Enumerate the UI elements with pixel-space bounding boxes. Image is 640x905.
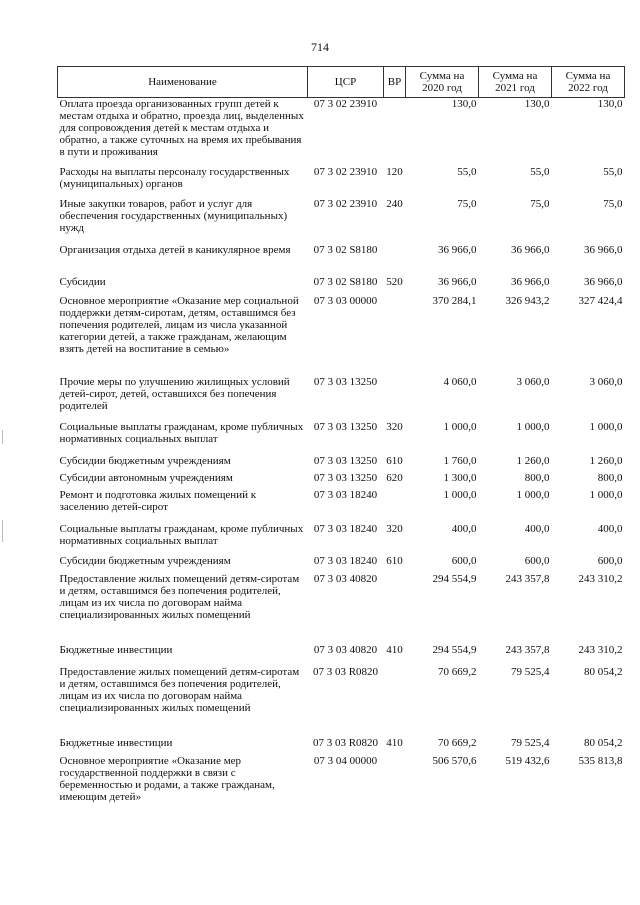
row-sum-2022: 400,0 xyxy=(597,522,623,535)
row-vr: 610 xyxy=(386,454,403,467)
row-sum-2022: 80 054,2 xyxy=(584,736,623,749)
table-row xyxy=(58,376,625,421)
row-sum-2021: 400,0 xyxy=(524,522,550,535)
row-name: Субсидии бюджетным учреждениям xyxy=(59,554,231,567)
row-sum-2022: 1 260,0 xyxy=(589,454,623,467)
row-sum-2021: 3 060,0 xyxy=(516,375,550,388)
row-csr: 07 3 02 23910 xyxy=(313,165,378,178)
row-sum-2022: 75,0 xyxy=(603,197,623,210)
row-sum-2022: 243 310,2 xyxy=(578,643,623,656)
row-sum-2022: 243 310,2 xyxy=(578,572,623,585)
row-sum-2021: 800,0 xyxy=(524,471,550,484)
row-csr: 07 3 02 S8180 xyxy=(313,243,378,256)
table-row xyxy=(58,166,625,198)
row-name: Субсидии xyxy=(59,275,106,288)
row-sum-2021: 326 943,2 xyxy=(505,294,550,307)
row-csr: 07 3 03 00000 xyxy=(313,294,378,307)
table-row xyxy=(58,455,625,472)
row-sum-2020: 75,0 xyxy=(457,197,477,210)
table-row xyxy=(58,523,625,555)
row-sum-2022: 1 000,0 xyxy=(589,488,623,501)
row-csr: 07 3 03 R0820 xyxy=(312,736,379,749)
column-header-name: Наименование xyxy=(58,67,308,98)
row-vr: 610 xyxy=(386,554,403,567)
table-row xyxy=(58,555,625,573)
row-sum-2020: 70 669,2 xyxy=(438,736,477,749)
row-name: Субсидии автономным учреждениям xyxy=(59,471,233,484)
row-vr: 120 xyxy=(386,165,403,178)
row-vr xyxy=(384,573,406,644)
row-sum-2022: 55,0 xyxy=(603,165,623,178)
row-vr xyxy=(384,489,406,523)
row-csr: 07 3 03 13250 xyxy=(313,471,378,484)
row-sum-2020: 600,0 xyxy=(451,554,477,567)
table-row xyxy=(58,421,625,455)
row-sum-2021: 1 000,0 xyxy=(516,488,550,501)
row-sum-2021: 36 966,0 xyxy=(511,275,550,288)
row-name: Предоставление жилых помещений детям-сиротам и детям, оставшимся без попечения родителей, лицам из их числа по договорам найма специализированных жилых помещений xyxy=(59,572,300,621)
table-row xyxy=(58,98,625,166)
table-row xyxy=(58,666,625,737)
table-row xyxy=(58,737,625,755)
row-vr xyxy=(384,755,406,815)
row-vr xyxy=(384,666,406,737)
row-sum-2020: 55,0 xyxy=(457,165,477,178)
row-name: Оплата проезда организованных групп детей к местам отдыха и обратно, проезда лиц, выделенных для сопровождения детей к местам отдыха и обратно, а также суточных на время их пребывания в пути и проживания xyxy=(59,98,304,158)
row-csr: 07 3 02 23910 xyxy=(313,98,378,110)
row-sum-2022: 800,0 xyxy=(597,471,623,484)
table-row xyxy=(58,489,625,523)
row-sum-2021: 1 260,0 xyxy=(516,454,550,467)
budget-table xyxy=(57,66,625,815)
row-name: Расходы на выплаты персоналу государственных (муниципальных) органов xyxy=(59,165,290,190)
page-number: 714 xyxy=(311,40,329,54)
row-csr: 07 3 03 40820 xyxy=(313,572,378,585)
row-sum-2020: 400,0 xyxy=(451,522,477,535)
row-sum-2020: 1 000,0 xyxy=(443,488,477,501)
row-sum-2022: 3 060,0 xyxy=(589,375,623,388)
margin-mark xyxy=(2,430,3,444)
column-header-sum-2022: Сумма на 2022 год xyxy=(552,67,625,98)
row-sum-2020: 36 966,0 xyxy=(438,275,477,288)
row-name: Организация отдыха детей в каникулярное время xyxy=(59,243,291,256)
row-vr: 620 xyxy=(386,471,403,484)
row-vr: 320 xyxy=(386,522,403,535)
row-sum-2022: 600,0 xyxy=(597,554,623,567)
row-vr: 410 xyxy=(386,643,403,656)
margin-mark xyxy=(2,520,3,542)
column-header-sum-2021: Сумма на 2021 год xyxy=(479,67,552,98)
row-sum-2022: 36 966,0 xyxy=(584,275,623,288)
row-sum-2020: 70 669,2 xyxy=(438,665,477,678)
row-sum-2021: 79 525,4 xyxy=(511,665,550,678)
table-header-row xyxy=(58,67,625,98)
row-name: Основное мероприятие «Оказание мер государственной поддержки в связи с беременностью и родами, а также гражданам, имеющим детей» xyxy=(59,754,275,803)
row-csr: 07 3 03 18240 xyxy=(313,488,378,501)
row-csr: 07 3 03 40820 xyxy=(313,643,378,656)
row-vr: 320 xyxy=(386,420,403,433)
row-sum-2021: 243 357,8 xyxy=(505,643,550,656)
table-row xyxy=(58,472,625,489)
row-csr: 07 3 03 18240 xyxy=(313,554,378,567)
row-csr: 07 3 02 23910 xyxy=(313,197,378,210)
table-row xyxy=(58,295,625,376)
table-row xyxy=(58,573,625,644)
row-csr: 07 3 03 13250 xyxy=(313,454,378,467)
row-name: Социальные выплаты гражданам, кроме публичных нормативных социальных выплат xyxy=(59,522,304,547)
row-sum-2020: 294 554,9 xyxy=(432,643,477,656)
row-sum-2022: 1 000,0 xyxy=(589,420,623,433)
row-csr: 07 3 03 18240 xyxy=(313,522,378,535)
row-name: Основное мероприятие «Оказание мер социальной поддержки детям-сиротам, детям, оставшимся без попечения родителей, лицам из числа указанной категории детей, а также гражданам, желающим взять детей на воспитание в семью» xyxy=(59,294,299,355)
row-sum-2022: 327 424,4 xyxy=(578,294,623,307)
table-row xyxy=(58,198,625,244)
row-sum-2021: 519 432,6 xyxy=(505,754,550,767)
table-row xyxy=(58,244,625,276)
row-sum-2020: 1 000,0 xyxy=(443,420,477,433)
row-name: Социальные выплаты гражданам, кроме публичных нормативных социальных выплат xyxy=(59,420,304,445)
column-header-sum-2020: Сумма на 2020 год xyxy=(406,67,479,98)
row-vr: 520 xyxy=(386,275,403,288)
row-sum-2021: 79 525,4 xyxy=(511,736,550,749)
row-sum-2020: 1 300,0 xyxy=(443,471,477,484)
row-sum-2020: 370 284,1 xyxy=(432,294,477,307)
row-name: Иные закупки товаров, работ и услуг для обеспечения государственных (муниципальных) нужд xyxy=(59,197,288,234)
row-csr: 07 3 04 00000 xyxy=(313,754,378,767)
row-csr: 07 3 03 R0820 xyxy=(312,665,379,678)
row-sum-2020: 130,0 xyxy=(451,98,477,110)
row-name: Ремонт и подготовка жилых помещений к заселению детей-сирот xyxy=(59,488,257,513)
row-vr: 410 xyxy=(386,736,403,749)
column-header-vr: ВР xyxy=(384,67,406,98)
row-vr xyxy=(384,98,406,166)
row-sum-2021: 600,0 xyxy=(524,554,550,567)
row-sum-2022: 130,0 xyxy=(597,98,623,110)
row-vr xyxy=(384,376,406,421)
row-sum-2020: 36 966,0 xyxy=(438,243,477,256)
row-sum-2021: 1 000,0 xyxy=(516,420,550,433)
row-name: Предоставление жилых помещений детям-сиротам и детям, оставшимся без попечения родителей, лицам из их числа по договорам найма специализированных жилых помещений xyxy=(59,665,300,714)
row-csr: 07 3 03 13250 xyxy=(313,375,378,388)
row-sum-2020: 4 060,0 xyxy=(443,375,477,388)
row-sum-2021: 55,0 xyxy=(530,165,550,178)
row-vr xyxy=(384,244,406,276)
row-sum-2022: 36 966,0 xyxy=(584,243,623,256)
row-name: Бюджетные инвестиции xyxy=(59,736,173,749)
row-vr xyxy=(384,295,406,376)
row-csr: 07 3 02 S8180 xyxy=(313,275,378,288)
row-sum-2022: 535 813,8 xyxy=(578,754,623,767)
table-row xyxy=(58,276,625,295)
row-sum-2020: 506 570,6 xyxy=(432,754,477,767)
row-vr: 240 xyxy=(386,197,403,210)
table-row xyxy=(58,755,625,815)
table-row xyxy=(58,644,625,666)
row-sum-2021: 243 357,8 xyxy=(505,572,550,585)
row-sum-2021: 36 966,0 xyxy=(511,243,550,256)
row-name: Прочие меры по улучшению жилищных условий детей-сирот, детей, оставшихся без попечения родителей xyxy=(59,375,290,412)
column-header-csr: ЦСР xyxy=(308,67,384,98)
row-sum-2021: 130,0 xyxy=(524,98,550,110)
row-csr: 07 3 03 13250 xyxy=(313,420,378,433)
row-name: Бюджетные инвестиции xyxy=(59,643,173,656)
row-sum-2020: 1 760,0 xyxy=(443,454,477,467)
row-name: Субсидии бюджетным учреждениям xyxy=(59,454,231,467)
row-sum-2021: 75,0 xyxy=(530,197,550,210)
row-sum-2022: 80 054,2 xyxy=(584,665,623,678)
row-sum-2020: 294 554,9 xyxy=(432,572,477,585)
